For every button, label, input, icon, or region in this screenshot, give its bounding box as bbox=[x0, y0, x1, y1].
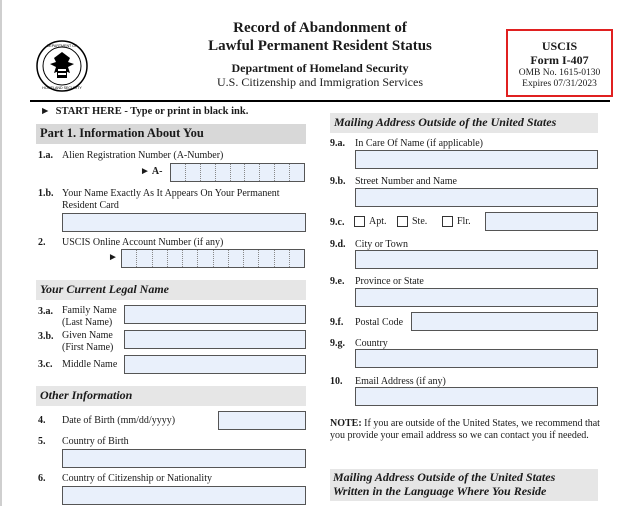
native-address-title-line1: Mailing Address Outside of the United States bbox=[333, 470, 556, 484]
ste-checkbox[interactable] bbox=[397, 216, 408, 227]
note-label: NOTE: bbox=[330, 418, 362, 429]
expiration-date: Expires 07/31/2023 bbox=[522, 79, 597, 89]
form-id-box bbox=[506, 29, 613, 97]
email-note bbox=[330, 418, 600, 442]
care-of-input[interactable] bbox=[355, 150, 598, 169]
native-address-title-line2: Written in the Language Where You Reside bbox=[333, 484, 547, 498]
street-label: Street Number and Name bbox=[355, 176, 457, 187]
street-input[interactable] bbox=[355, 188, 598, 207]
apt-label: Apt. bbox=[369, 216, 387, 227]
form-number: Form I-407 bbox=[530, 53, 589, 67]
item-number: 9.g. bbox=[330, 338, 345, 349]
mailing-address-header: Mailing Address Outside of the United States bbox=[330, 113, 598, 133]
postal-input[interactable] bbox=[411, 312, 598, 331]
item-number: 3.c. bbox=[38, 359, 53, 370]
given-name-label-line1: Given Name bbox=[62, 330, 113, 341]
header-divider bbox=[30, 100, 610, 102]
item-number: 3.a. bbox=[38, 306, 53, 317]
given-name-label-line2: (First Name) bbox=[62, 342, 114, 353]
country-label: Country bbox=[355, 338, 388, 349]
care-of-label: In Care Of Name (if applicable) bbox=[355, 138, 483, 149]
item-number: 6. bbox=[38, 473, 46, 484]
seal-text-top: DEPARTMENT OF bbox=[46, 44, 78, 48]
item-number: 1.a. bbox=[38, 150, 53, 161]
item-number: 9.f. bbox=[330, 317, 344, 328]
country-input[interactable] bbox=[355, 349, 598, 368]
item-number: 5. bbox=[38, 436, 46, 447]
middle-name-label: Middle Name bbox=[62, 359, 118, 370]
triangle-icon: ► bbox=[140, 166, 150, 177]
item-number: 3.b. bbox=[38, 331, 54, 342]
province-input[interactable] bbox=[355, 288, 598, 307]
start-here-instruction bbox=[40, 106, 248, 117]
item-number: 9.e. bbox=[330, 276, 345, 287]
name-card-label: Your Name Exactly As It Appears On Your Permanent Resident Card bbox=[62, 188, 280, 211]
middle-name-input[interactable] bbox=[124, 355, 306, 374]
item-number: 9.d. bbox=[330, 239, 346, 250]
other-info-header: Other Information bbox=[36, 386, 306, 406]
omb-number: OMB No. 1615-0130 bbox=[518, 68, 601, 78]
given-name-input[interactable] bbox=[124, 330, 306, 349]
item-number: 9.b. bbox=[330, 176, 346, 187]
form-title-line2: Lawful Permanent Resident Status bbox=[208, 38, 432, 54]
part1-header: Part 1. Information About You bbox=[36, 124, 306, 144]
family-name-label-line1: Family Name bbox=[62, 305, 117, 316]
item-number: 4. bbox=[38, 415, 46, 426]
dob-input[interactable] bbox=[218, 411, 306, 430]
dhs-seal-icon bbox=[36, 40, 88, 92]
form-title-line1: Record of Abandonment of bbox=[233, 20, 407, 36]
city-label: City or Town bbox=[355, 239, 409, 250]
agency-name: U.S. Citizenship and Immigration Services bbox=[217, 75, 423, 89]
given-name-label bbox=[62, 330, 113, 354]
flr-label: Flr. bbox=[457, 216, 471, 227]
item-number: 2. bbox=[38, 237, 46, 248]
unit-number-input[interactable] bbox=[485, 212, 598, 231]
item-number: 1.b. bbox=[38, 188, 54, 199]
city-input[interactable] bbox=[355, 250, 598, 269]
triangle-icon: ► bbox=[40, 106, 51, 117]
email-label: Email Address (if any) bbox=[355, 376, 446, 387]
note-text: If you are outside of the United States, we recommend that you provide your email address so we can contact you if needed. bbox=[330, 418, 600, 441]
item-number: 9.a. bbox=[330, 138, 345, 149]
form-agency: USCIS bbox=[541, 39, 578, 53]
native-language-address-header bbox=[330, 469, 598, 501]
family-name-input[interactable] bbox=[124, 305, 306, 324]
online-account-label: USCIS Online Account Number (if any) bbox=[62, 237, 224, 248]
flr-checkbox[interactable] bbox=[442, 216, 453, 227]
apt-checkbox[interactable] bbox=[354, 216, 365, 227]
email-input[interactable] bbox=[355, 387, 598, 406]
online-account-input[interactable] bbox=[121, 249, 305, 268]
province-label: Province or State bbox=[355, 276, 424, 287]
family-name-label-line2: (Last Name) bbox=[62, 317, 113, 328]
seal-text-bottom: HOMELAND SECURITY bbox=[42, 86, 82, 90]
cob-label: Country of Birth bbox=[62, 436, 129, 447]
ste-label: Ste. bbox=[412, 216, 428, 227]
a-number-prefix bbox=[140, 166, 162, 177]
citizenship-label: Country of Citizenship or Nationality bbox=[62, 473, 212, 484]
item-number: 9.c. bbox=[330, 217, 345, 228]
item-number: 10. bbox=[330, 376, 343, 387]
a-prefix-text: A- bbox=[151, 166, 163, 177]
page-edge bbox=[0, 0, 2, 506]
a-number-input[interactable] bbox=[170, 163, 305, 182]
triangle-icon: ► bbox=[108, 252, 118, 263]
family-name-label bbox=[62, 305, 117, 329]
start-here-text: START HERE - Type or print in black ink. bbox=[55, 106, 249, 117]
citizenship-input[interactable] bbox=[62, 486, 306, 505]
cob-input[interactable] bbox=[62, 449, 306, 468]
postal-label: Postal Code bbox=[355, 317, 404, 328]
department-name: Department of Homeland Security bbox=[231, 61, 409, 75]
dob-label: Date of Birth (mm/dd/yyyy) bbox=[62, 415, 176, 426]
name-card-input[interactable] bbox=[62, 213, 306, 232]
a-number-label: Alien Registration Number (A-Number) bbox=[62, 150, 224, 161]
legal-name-header: Your Current Legal Name bbox=[36, 280, 306, 300]
